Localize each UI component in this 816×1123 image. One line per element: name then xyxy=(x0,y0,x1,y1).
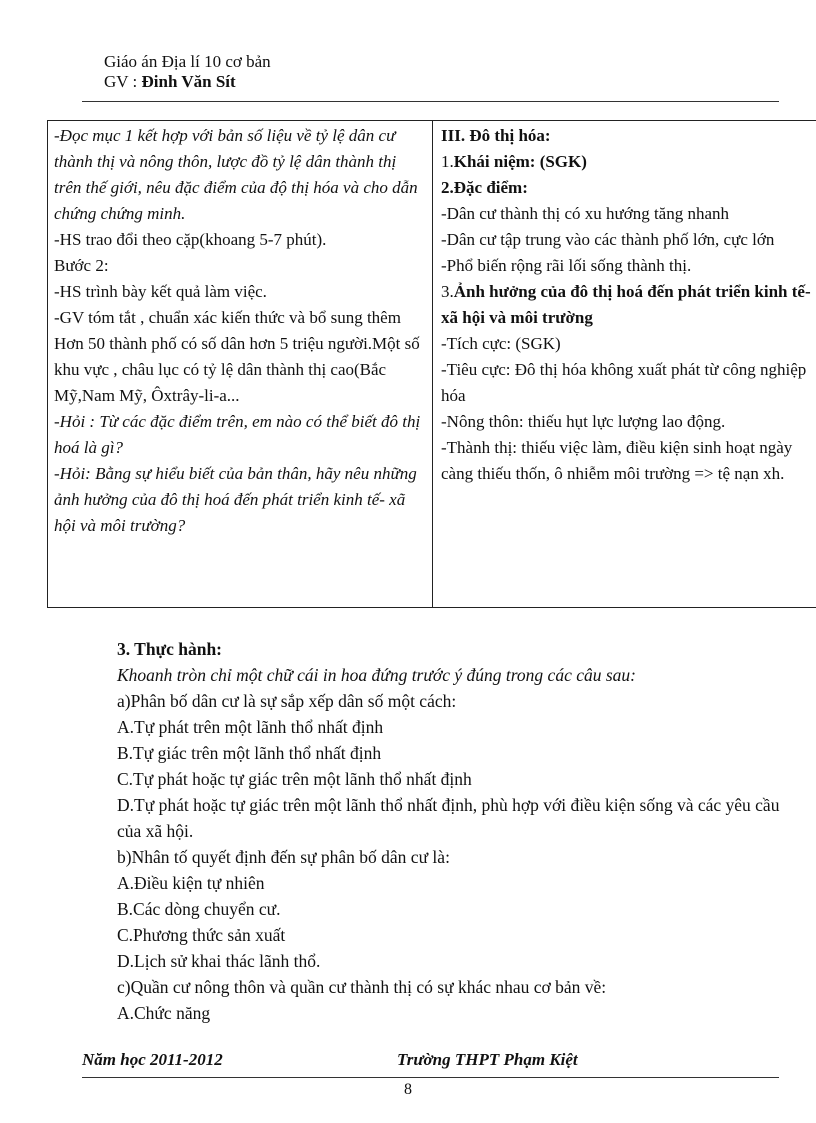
content-column xyxy=(433,121,816,608)
content-paragraph: -Tiêu cực: Đô thị hóa không xuất phát từ công nghiệp hóa xyxy=(441,360,807,405)
question-line: A.Tự phát trên một lãnh thổ nhất định xyxy=(117,717,384,737)
content-number: 3. xyxy=(441,282,454,301)
teacher-label: GV : xyxy=(104,72,138,91)
activity-paragraph: Hơn 50 thành phố có số dân hơn 5 triệu người.Một số khu vực , châu lục có tỷ lệ dân thành thị cao(Bắc Mỹ,Nam Mỹ, Ôxtrây-li-a... xyxy=(54,334,420,405)
lesson-table xyxy=(47,120,816,608)
question-line: B.Các dòng chuyển cư. xyxy=(117,899,281,919)
lesson-table-row xyxy=(48,121,816,608)
document-title: Giáo án Địa lí 10 cơ bản xyxy=(104,52,271,71)
activity-paragraph: -Hỏi : Từ các đặc điểm trên, em nào có thể biết đô thị hoá là gì? xyxy=(54,412,421,457)
content-paragraph: -Phổ biến rộng rãi lối sống thành thị. xyxy=(441,256,692,275)
activity-paragraph: -HS trao đổi theo cặp(khoang 5-7 phút). xyxy=(54,230,327,249)
question-line: A.Chức năng xyxy=(117,1003,211,1023)
activity-paragraph: -GV tóm tắt , chuẩn xác kiến thức và bổ sung thêm xyxy=(54,308,401,327)
question-line: C.Phương thức sản xuất xyxy=(117,925,286,945)
page-number: 8 xyxy=(404,1081,412,1098)
question-line: D.Tự phát hoặc tự giác trên một lãnh thổ nhất định, phù hợp với điều kiện sống và các yêu cầu của xã hội. xyxy=(117,795,780,841)
content-paragraph: -Dân cư tập trung vào các thành phố lớn, cực lớn xyxy=(441,230,775,249)
question-line: D.Lịch sử khai thác lãnh thổ. xyxy=(117,951,321,971)
content-paragraph xyxy=(441,279,811,331)
question-line: C.Tự phát hoặc tự giác trên một lãnh thổ nhất định xyxy=(117,769,472,789)
teacher-name: Đinh Văn Sít xyxy=(141,72,236,91)
content-paragraph: -Tích cực: (SGK) xyxy=(441,334,561,353)
activity-column xyxy=(48,121,433,608)
content-paragraph: -Thành thị: thiếu việc làm, điều kiện sinh hoạt ngày càng thiếu thốn, ô nhiễm môi trường => tệ nạn xh. xyxy=(441,438,793,483)
school-name: Trường THPT Phạm Kiệt xyxy=(397,1050,578,1069)
question-list xyxy=(117,688,797,1026)
content-heading: Khái niệm: (SGK) xyxy=(453,152,587,171)
content-number: 1. xyxy=(441,152,454,171)
question-line: b)Nhân tố quyết định đến sự phân bố dân cư là: xyxy=(117,847,450,867)
content-paragraph: -Dân cư thành thị có xu hướng tăng nhanh xyxy=(441,204,730,223)
content-paragraph: III. Đô thị hóa: xyxy=(441,126,551,145)
question-line: c)Quần cư nông thôn và quần cư thành thị có sự khác nhau cơ bản về: xyxy=(117,977,607,997)
activity-paragraph: -HS trình bày kết quả làm việc. xyxy=(54,282,267,301)
practice-section xyxy=(117,636,797,1026)
activity-paragraph: -Hỏi: Bằng sự hiểu biết của bản thân, hãy nêu những ảnh hưởng của đô thị hoá đến phát triển kinh tế- xã hội và môi trường? xyxy=(54,464,417,535)
footer-divider xyxy=(82,1077,779,1078)
question-line: A.Điều kiện tự nhiên xyxy=(117,873,265,893)
practice-title: 3. Thực hành: xyxy=(117,639,223,659)
content-paragraph: 2.Đặc điểm: xyxy=(441,178,528,197)
teacher-line xyxy=(104,72,780,92)
page-header xyxy=(104,52,780,92)
practice-instruction: Khoanh tròn chỉ một chữ cái in hoa đứng trước ý đúng trong các câu sau: xyxy=(117,665,637,685)
content-paragraph xyxy=(441,149,811,175)
activity-paragraph: -Đọc mục 1 kết hợp với bản số liệu về tỷ lệ dân cư thành thị và nông thôn, lược đồ tỷ lệ dân thành thị trên thế giới, nêu đặc điểm của độ thị hóa và cho dẫn chứng chứng minh. xyxy=(54,126,418,223)
question-line: B.Tự giác trên một lãnh thổ nhất định xyxy=(117,743,382,763)
school-year: Năm học 2011-2012 xyxy=(82,1050,223,1069)
activity-paragraph: Bước 2: xyxy=(54,256,109,275)
content-heading: Ảnh hưởng của đô thị hoá đến phát triển kinh tế- xã hội và môi trường xyxy=(441,282,811,327)
content-paragraph: -Nông thôn: thiếu hụt lực lượng lao động. xyxy=(441,412,726,431)
header-divider xyxy=(82,101,779,102)
question-line: a)Phân bố dân cư là sự sắp xếp dân số một cách: xyxy=(117,691,457,711)
